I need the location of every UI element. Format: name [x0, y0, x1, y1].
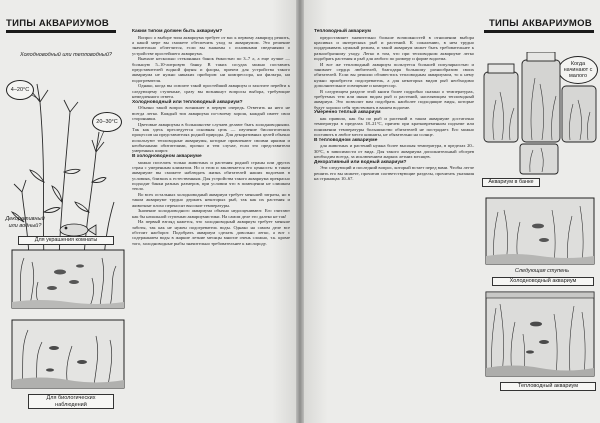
body-paragraph: для животных и растений нужна более высокая температура, в пределах 20–30°С, в зависимости от вида. Для такого аквариума дополнительный обогрев необходим всегда, за исключением жарких летних месяцев. [314, 143, 474, 159]
body-paragraph: Вопрос о выборе типа аквариума требует от вас к первому аквариуд решить, а какой мере вы сможете обеспечить уход за аквариумом. Это решение значительно облегчится, если вы знакомы с основными сведениями о устройстве простейшего аквариума. [132, 34, 290, 56]
bio-aquarium-illustration [10, 318, 126, 390]
warm-aquarium-label: Тепловодный аквариум [500, 382, 596, 391]
cold-tank-illustration [484, 196, 596, 266]
jar-aquarium-label: Аквариум в банке [482, 178, 540, 187]
body-paragraph: можно поселить только животных и растения родной страны или других стран с умеренным климатом. Но и этом и заключается его ценность: в таком аквариуме вы сможете наблюдать жизнь обитателей наших водоемов в условиях, близких к естественным. Для устройства такого аквариума прекрасно подходят банки разных размеров, при условии что в помещении не слишком тепло. [132, 159, 290, 192]
cold-aquarium-label: Холодноводный аквариум [492, 277, 594, 286]
right-text-column [314, 29, 474, 417]
section-heading: Умеренно теплый аквариум [314, 110, 381, 116]
body-paragraph: Однако, когда вы освоите такой простейший аквариум и захотите перейти к следующему ступеньке, сразу вы возникнут вопросы выбора, требующие немедленного ответа. [132, 83, 290, 100]
temp-cold-bubble: 4–20°С [6, 80, 34, 100]
body-paragraph: Вначале несколько стеклянных банок ёмкостью по 3–7 л, а еще лучше — большую 5–10-литровую банку. В таких сосудах можно поставить представителей водной фауны и флоры, причем для устройства такого аквариума не нужно никаких приборов: ни компрессора, ни фильтра, ни подогревателя. [132, 56, 290, 83]
body-paragraph: Значение холодноводного аквариума обычно недооценивают. Его считают как бы начальной ступенью аквариумистики. На самом деле это далеко не так! [132, 208, 290, 219]
body-paragraph: предоставляет значительно больше возможностей в отношении выбора красивых и интересных рыб и растений. К сожалению, в нем трудно поддерживать нужный режим, и такой аквариум может быть требовательнее к разнообразному уходу. Легко в том, что при тепловодном аквариуме легко подобрать растения и рыб для любого по размеру и форме водоема. [314, 34, 474, 62]
section-heading: Каким типом должен быть аквариум? [132, 29, 223, 34]
title-bar-left [6, 30, 116, 33]
book-gutter [296, 0, 304, 423]
body-paragraph: В следующем разделе этой книги более подробно сказано о температурах, требуемых тем или иным видам рыб и растений, населяющим тепловодный аквариум. Это позволит вам подобрать наиболее подходящие виды, которые будут хорошо себя чувствовать в вашем водоеме. [314, 88, 474, 110]
body-paragraph: На первый взгляд кажется, что холодноводный аквариум требует меньше заботы, так как не нужен подогреватель воды. Однако на самом деле все обстоит наоборот. Подобрать аквариум сделать довольно легко, а вот с содержанием воды в жаркие летние месяцы многие очень сложно, т.к. кроме того, холодноводные рыбы значительно требовательнее к кислороду. [132, 219, 290, 246]
body-paragraph: Во всех остальных холодноводный аквариум требует меньшей затраты, но в таком аквариуме трудно держать некоторых рыб, так как их растения и животные плохо переносят высокие температуры. [132, 191, 290, 208]
start-small-badge: Когда начинают с малого [558, 56, 598, 84]
decorative-aquarium-illustration [10, 248, 126, 310]
title-bar-right [484, 30, 594, 33]
left-text-column [132, 29, 290, 417]
left-page [0, 0, 296, 423]
left-page-title: ТИПЫ АКВАРИУМОВ [6, 18, 110, 29]
bio-observation-label: Для биологических наблюдений [28, 394, 114, 409]
body-paragraph: Цветовые аквариумы в большинстве случаев делают быть холодноводными. Так как здесь преследуется основная цель — изучение биологических процессов на представителях родной природы. Для декоративных целей обычно используют тепловодные аквариумы, которые привлекают своими яркими и необычными обитателями, прочно и тем случае, если это представители умеренных широт. [132, 121, 290, 154]
temp-warm-bubble: 20–30°С [92, 112, 122, 132]
body-paragraph: как правило, как бы по рыб и растений в таком аквариуме достаточно температура в пределах 18–21°С, причем при кратковременном подъеме или понижении температуры большинство обитателей не пострадает. Его можно поставить в любое место комнаты, не обязательно на солнце. [314, 115, 474, 138]
body-paragraph: И все же тепловодный аквариум пользуется большей популярностью и занимает сердца любителей, благодаря большому разнообразию своих обитателей. Если вы решили обзавестись тепловодным аквариумом, то к нему нужно приобрести подогреватель, а для некоторых видов рыб необходимо дополнительное освещение и компрессор. [314, 61, 474, 89]
body-paragraph: Обычно такой вопрос возникает в первую очередь. Ответить на него не всегда легко. Каждый тип аквариума по-своему хорош, каждый имеет свои сторонники. [132, 105, 290, 121]
section-heading: Холодноводный или тепловодный аквариум? [132, 99, 243, 105]
warm-tank-illustration [484, 290, 596, 378]
body-paragraph: Эти следующий и последний вопрос, который встает перед вами. Чтобы легче решить его вы можете, прочитав соответствующие разделы, прочитать указания на страницах 10–67. [314, 165, 474, 181]
jars-illustration [480, 52, 600, 177]
section-heading: Тепловодный аквариум [314, 29, 371, 34]
room-decor-label: Для украшения комнаты [18, 236, 114, 245]
section-heading: В холодноводном аквариуме [132, 153, 202, 159]
right-page [304, 0, 600, 423]
figure-question-label: Холодноводный или тепловодный? [20, 52, 112, 58]
decorative-question-label: Декоративный или водный? [5, 216, 45, 229]
right-page-title: ТИПЫ АКВАРИУМОВ [488, 18, 592, 29]
section-heading: В тепловодном аквариуме [314, 137, 378, 143]
next-step-label: Следующая ступень [514, 268, 570, 274]
section-heading: Декоративный или водный аквариум? [314, 159, 407, 165]
